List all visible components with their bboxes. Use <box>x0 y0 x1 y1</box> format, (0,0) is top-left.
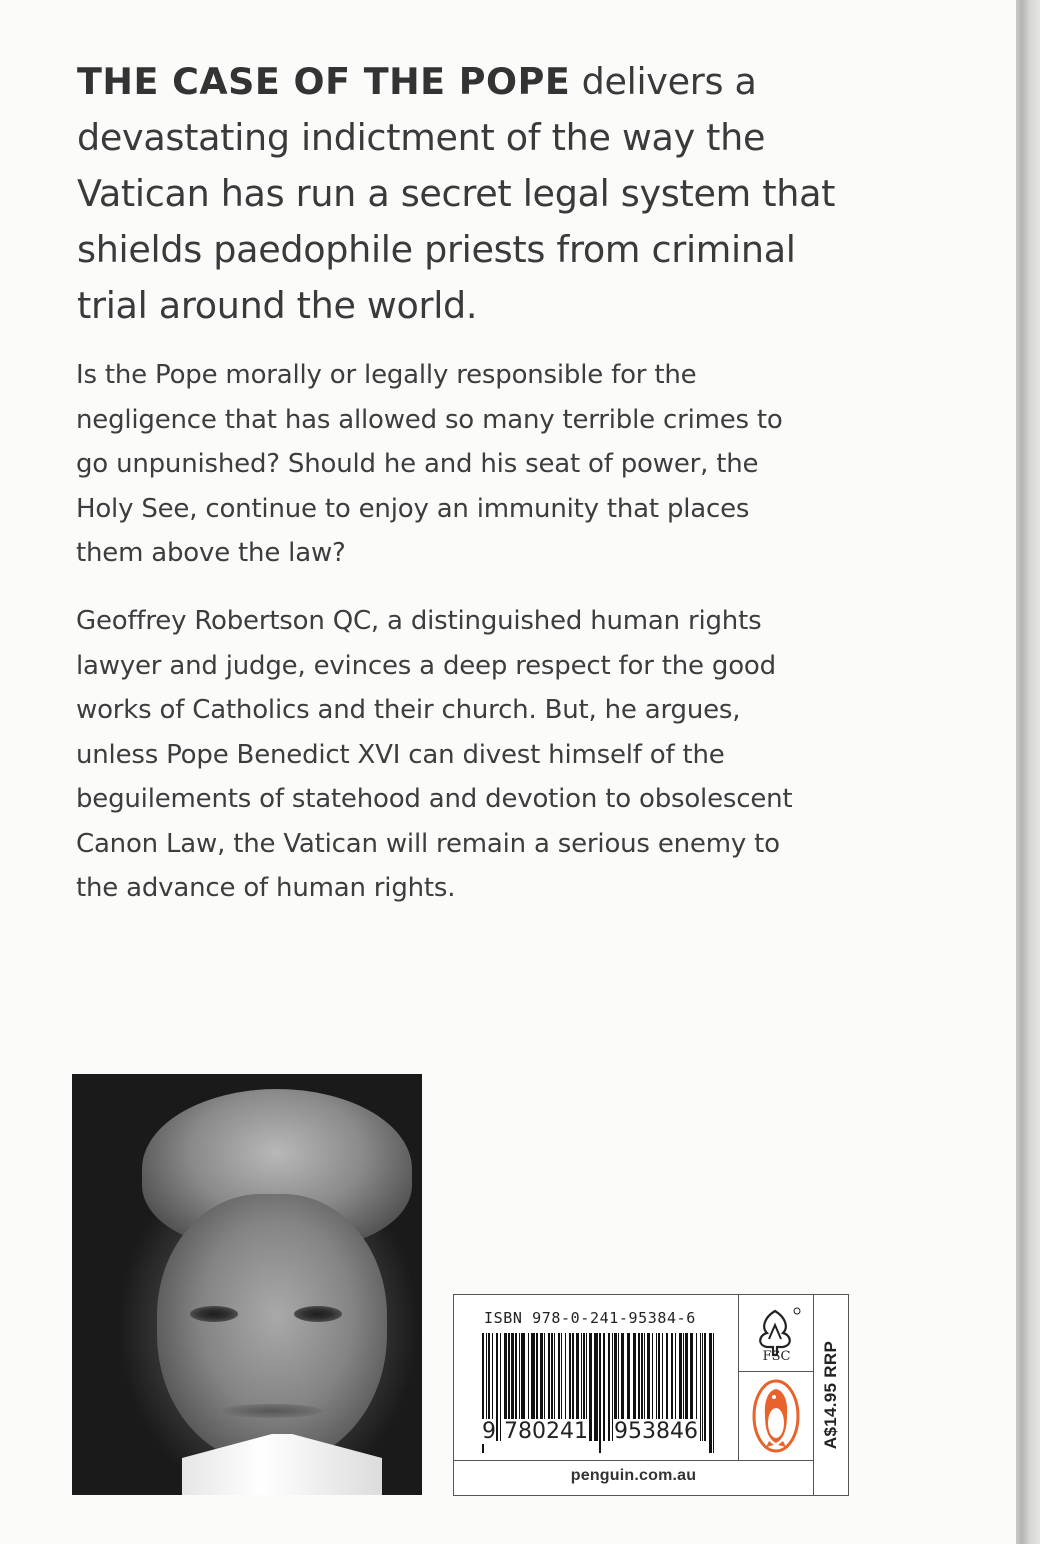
barcode-bar <box>709 1333 712 1453</box>
barcode-panel <box>453 1294 849 1496</box>
barcode-bar <box>700 1333 701 1441</box>
barcode-digits-group1: 780241 <box>504 1419 588 1444</box>
lead-text-rest: a devastating indictment of the way the Vatican has run a secret legal system that shields paedophile priests from criminal trial around the world. <box>77 60 836 327</box>
author-photo-eye-right <box>294 1306 342 1322</box>
logo-divider <box>739 1371 814 1372</box>
author-photo-face <box>157 1194 387 1464</box>
cover-edge-shadow <box>1016 0 1040 1544</box>
fsc-label: FSC <box>762 1349 791 1364</box>
barcode-bar <box>608 1333 610 1441</box>
lead-blurb <box>77 54 837 334</box>
barcode-digits-group2: 953846 <box>614 1419 698 1444</box>
price-cell <box>814 1295 848 1494</box>
logos-cell <box>739 1295 814 1460</box>
barcode-bar <box>713 1333 714 1453</box>
blurb-paragraph-1: Is the Pope morally or legally responsible for the negligence that has allowed so many terrible crimes to go unpunished? Should he and his seat of power, the Holy See, continue to enjoy an immunity that places them above the law? <box>76 360 783 568</box>
barcode-bar <box>704 1333 706 1441</box>
price-label: A$14.95 RRP <box>821 1340 840 1450</box>
barcode-bar <box>496 1333 498 1441</box>
author-photo <box>72 1074 422 1495</box>
website-cell <box>454 1460 814 1495</box>
barcode-bar <box>612 1333 613 1441</box>
author-photo-eye-left <box>190 1306 238 1322</box>
author-photo-mouth <box>222 1404 322 1418</box>
penguin-logo-icon <box>752 1379 800 1453</box>
isbn-barcode-cell <box>454 1295 739 1460</box>
barcode-bar <box>599 1333 601 1453</box>
barcode-bar <box>500 1333 501 1441</box>
barcode-bar <box>702 1333 703 1441</box>
blurb-paragraph-2: Geoffrey Robertson QC, a distinguished human rights lawyer and judge, evinces a deep respect for the good works of Catholics and their church. But, he argues, unless Pope Benedict XVI can divest himself of the beguilements of statehood and devotion to obsolescent Canon Law, the Vatican will remain a serious enemy to the advance of human rights. <box>76 606 793 903</box>
book-title-caps: THE CASE OF THE POPE <box>77 60 571 103</box>
lead-text-line1: delivers <box>570 60 724 103</box>
barcode-bar <box>589 1333 592 1441</box>
barcode-bar <box>603 1333 605 1441</box>
barcode-digit-lead: 9 <box>482 1419 496 1444</box>
publisher-website: penguin.com.au <box>570 1467 697 1484</box>
isbn-label: ISBN 978-0-241-95384-6 <box>484 1309 696 1327</box>
barcode-bar <box>594 1333 598 1441</box>
